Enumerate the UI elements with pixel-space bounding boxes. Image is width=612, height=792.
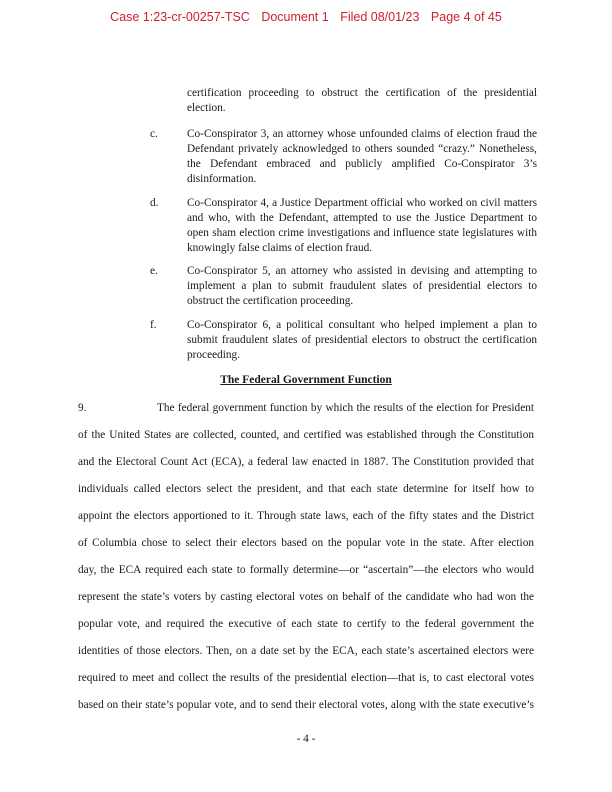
list-letter: d. — [150, 197, 159, 209]
paragraph-line-text: The federal government function by which the results of the election for President — [157, 402, 534, 414]
paragraph-line: based on their state’s popular vote, and to send their electoral votes, along with the state executive’s — [78, 699, 534, 711]
document-number: Document 1 — [261, 10, 329, 24]
paragraph-line: appoint the electors apportioned to it. Through state laws, each of the fifty states and the District — [78, 510, 534, 522]
continuation-text: certification proceeding to obstruct the certification of the presidential election. — [187, 87, 537, 114]
list-text: Co-Conspirator 4, a Justice Department official who worked on civil matters and who, with the Defendant, attempted to use the Justice Department to open sham election crime investigations and influence state legislatures with knowingly false claims of election fraud. — [187, 197, 537, 254]
list-text: Co-Conspirator 5, an attorney who assisted in devising and attempting to implement a plan to submit fraudulent slates of presidential electors to obstruct the certification proceeding. — [187, 265, 537, 307]
list-text: Co-Conspirator 3, an attorney whose unfounded claims of election fraud the Defendant privately acknowledged to others sounded “crazy.” Nonetheless, the Defendant embraced and publicly amplified Co-Conspirator 3’s disinformation. — [187, 128, 537, 185]
case-header — [0, 10, 612, 24]
filed-date: Filed 08/01/23 — [340, 10, 420, 24]
paragraph-line: of Columbia chose to select their electors based on the popular vote in the state. After election — [78, 537, 534, 549]
page-of-total: Page 4 of 45 — [430, 10, 502, 24]
paragraph-line: required to meet and collect the results of the presidential election—that is, to cast electoral votes — [78, 672, 534, 684]
paragraph-line: of the United States are collected, counted, and certified was established through the Constitution — [78, 429, 534, 441]
section-heading: The Federal Government Function — [220, 374, 392, 386]
paragraph-line: day, the ECA required each state to formally determine—or “ascertain”—the electors who would — [78, 564, 534, 576]
page-number: - 4 - — [296, 733, 316, 745]
paragraph-line — [78, 401, 534, 416]
list-letter: c. — [150, 128, 158, 140]
paragraph-line: represent the state’s voters by casting electoral votes on behalf of the candidate who had won the — [78, 591, 534, 603]
paragraph-line: popular vote, and required the executive of each state to certify to the federal government the — [78, 618, 534, 630]
list-letter: e. — [150, 265, 158, 277]
paragraph-line: individuals called electors select the president, and that each state determine for itself how to — [78, 483, 534, 495]
paragraph-line: identities of those electors. Then, on a date set by the ECA, each state’s ascertained electors were — [78, 645, 534, 657]
paragraph-line: and the Electoral Count Act (ECA), a federal law enacted in 1887. The Constitution provided that — [78, 456, 534, 468]
list-letter: f. — [150, 319, 157, 331]
case-number: Case 1:23-cr-00257-TSC — [110, 10, 250, 24]
paragraph-number: 9. — [78, 402, 87, 414]
list-text: Co-Conspirator 6, a political consultant who helped implement a plan to submit fraudulent slates of presidential electors to obstruct the certification proceeding. — [187, 319, 537, 361]
